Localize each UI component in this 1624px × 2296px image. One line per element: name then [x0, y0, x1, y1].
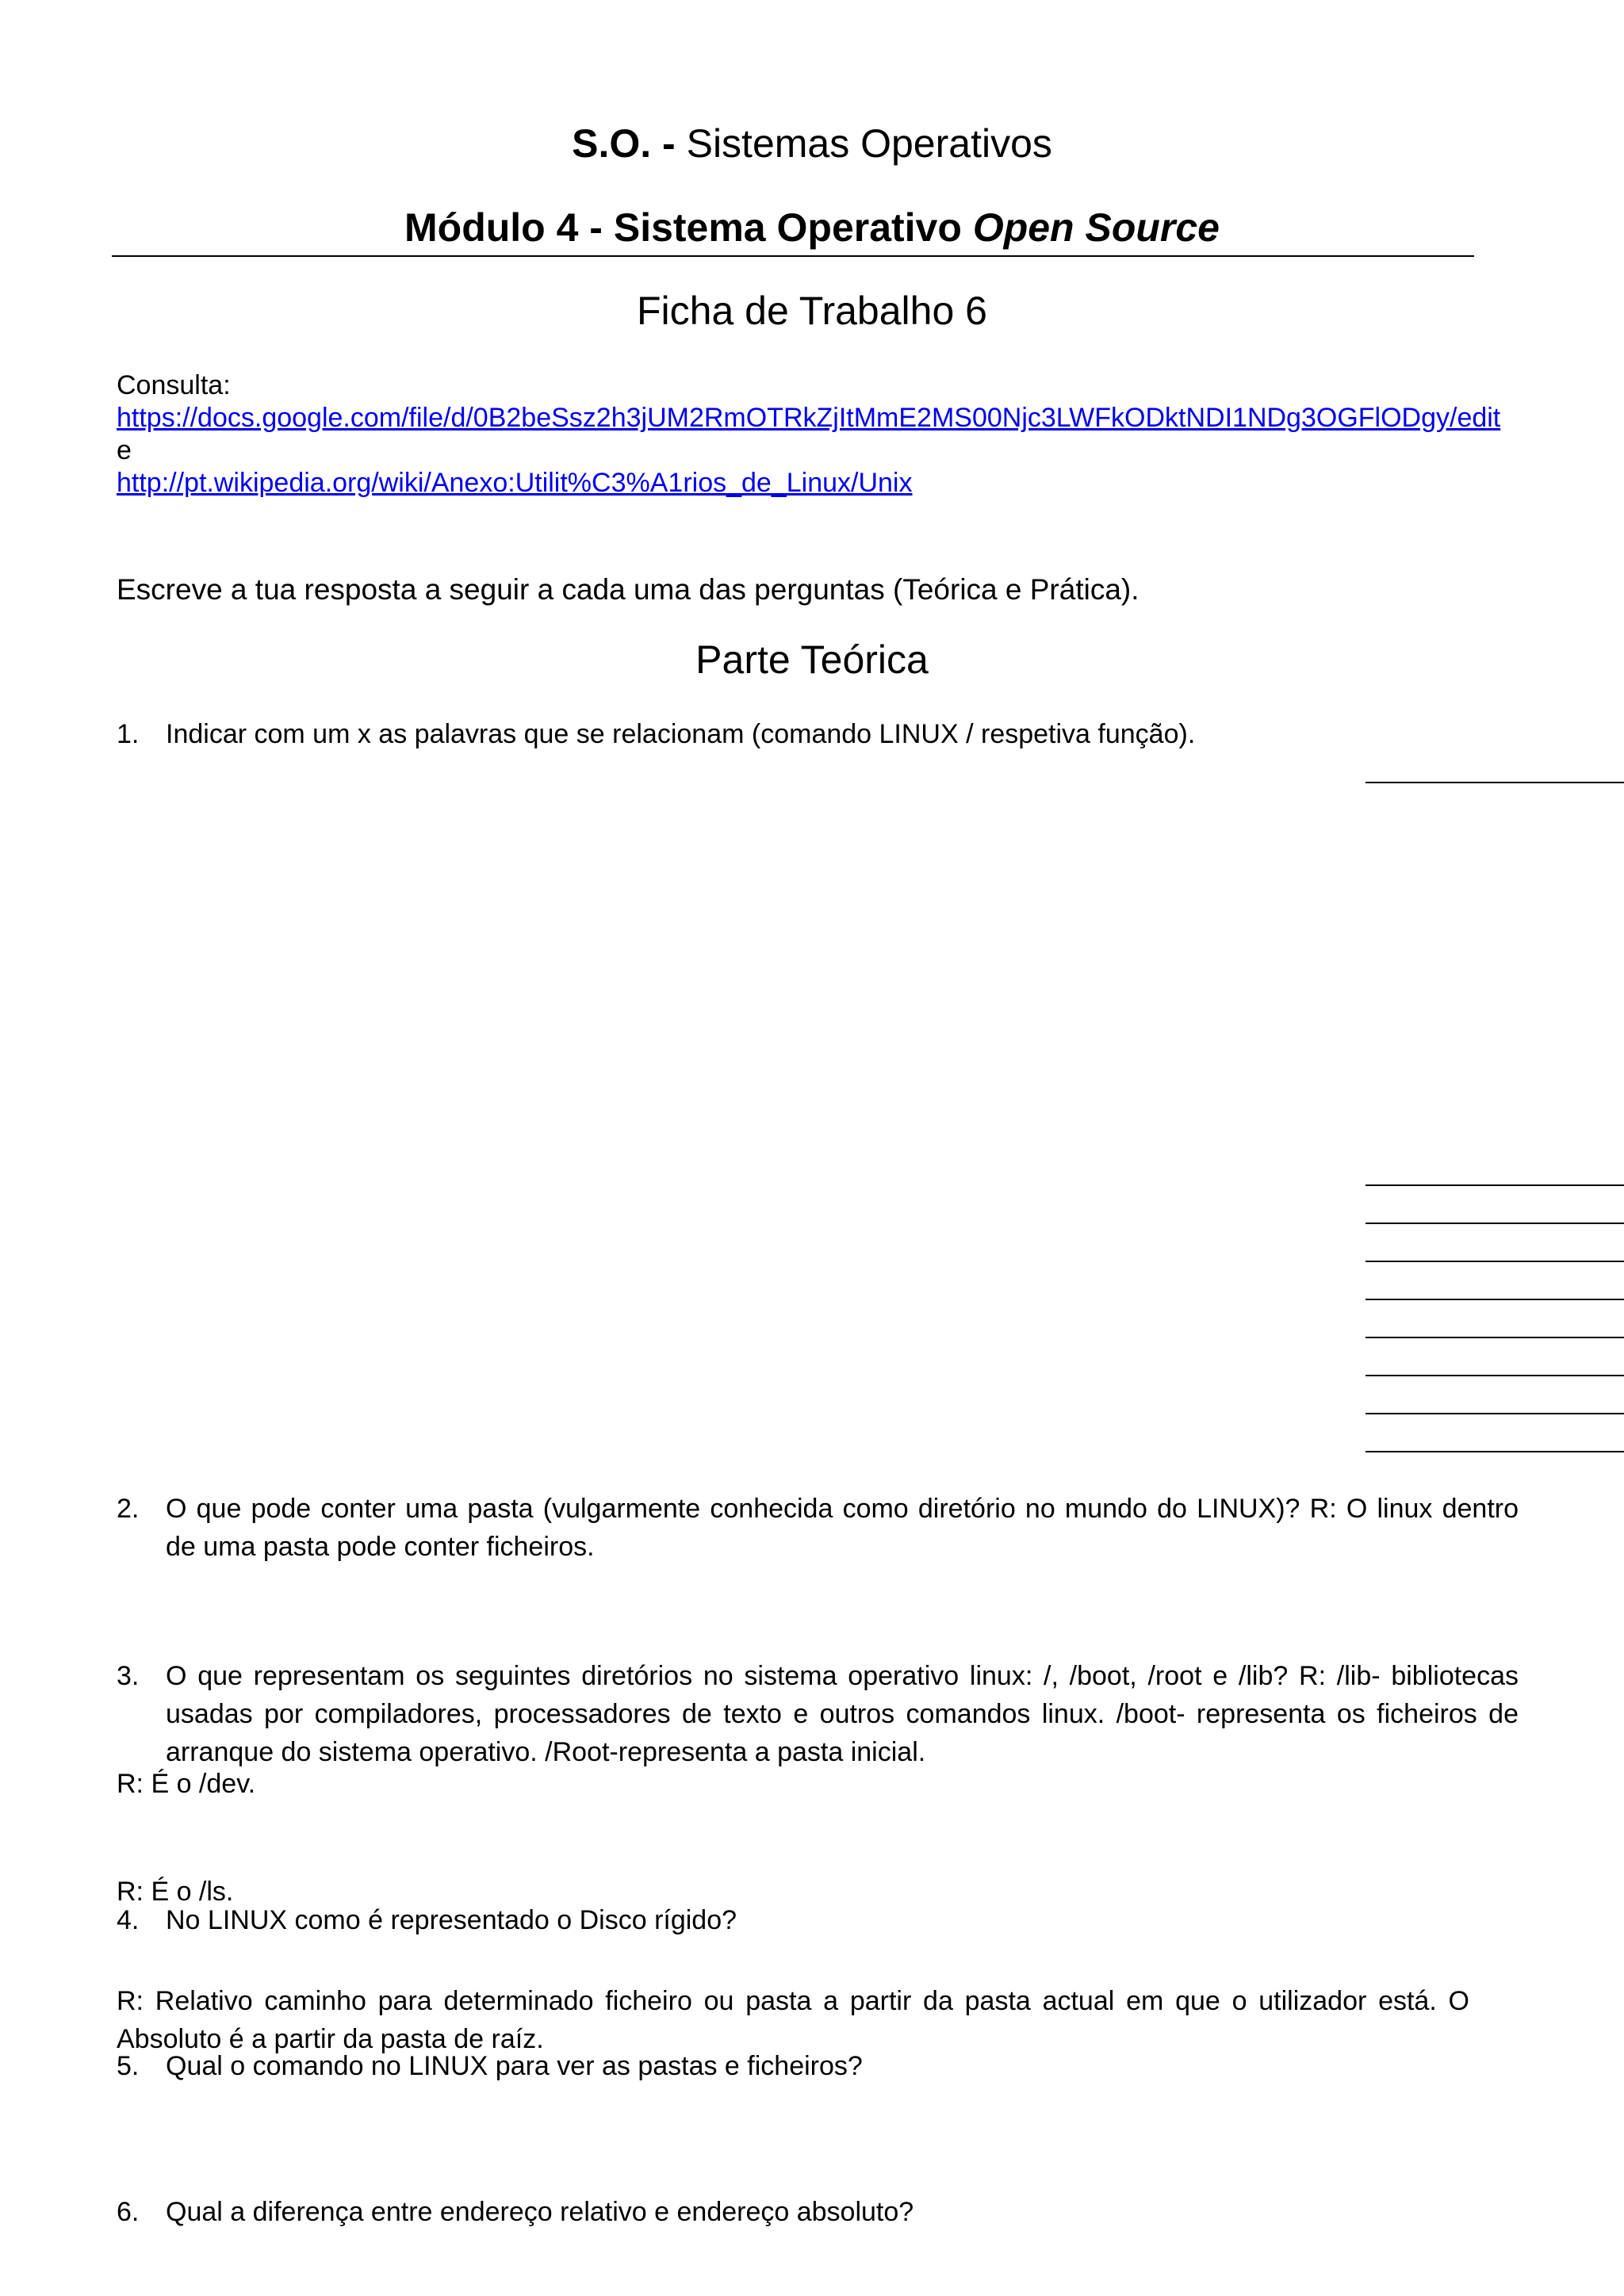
answer-5: R: É o /ls. [117, 1877, 234, 1907]
answer-line [1365, 1375, 1624, 1376]
module-name: Módulo 4 - Sistema Operativo [404, 205, 962, 250]
question-6 [117, 2193, 1519, 2231]
answer-line [1365, 1223, 1624, 1224]
answer-4: R: É o /dev. [117, 1769, 256, 1799]
answer-line [1365, 1413, 1624, 1414]
question-number: 1. [117, 719, 140, 749]
question-text: O que representam os seguintes diretórios no sistema operativo linux: /, /boot, /root e /lib? R: /lib- bibliotecas usadas por compiladores, processadores de texto e outros comandos linux. /boot- representa os ficheiros de arranque do sistema operativo. /Root-representa a pasta inicial. [166, 1661, 1519, 1767]
question-number: 4. [117, 1905, 140, 1935]
answer-line [1365, 1299, 1624, 1300]
answer-line [1365, 1261, 1624, 1262]
answer-6: R: Relativo caminho para determinado ficheiro ou pasta a partir da pasta actual em que o utilizador está. O Absoluto é a partir da pasta de raíz. [117, 1986, 1469, 2054]
question-number: 6. [117, 2197, 140, 2227]
module-name-italic: Open Source [972, 205, 1220, 250]
question-number: 3. [117, 1661, 140, 1691]
consulta-label: Consulta: [117, 370, 231, 400]
worksheet-title: Ficha de Trabalho 6 [637, 289, 987, 333]
question-text: No LINUX como é representado o Disco rígido? [166, 1905, 737, 1935]
question-text: Qual o comando no LINUX para ver as pastas e ficheiros? [166, 2051, 863, 2081]
course-title [0, 121, 1624, 166]
question-number: 5. [117, 2051, 140, 2081]
module-title [0, 205, 1624, 251]
answer-line [1365, 782, 1624, 783]
instruction-text: Escreve a tua resposta a seguir a cada uma das perguntas (Teórica e Prática). [117, 573, 1139, 606]
question-1 [117, 719, 1195, 750]
consulta-link-wikipedia[interactable]: http://pt.wikipedia.org/wiki/Anexo:Utilit%C3%A1rios_de_Linux/Unix [117, 468, 913, 498]
question-2 [117, 1490, 1519, 1566]
answer-line [1365, 1337, 1624, 1338]
consulta-link-docs[interactable]: https://docs.google.com/file/d/0B2beSsz2h3jUM2RmOTRkZjItMmE2MS00Njc3LWFkODktNDI1NDg3OGFlODgy/edit [117, 403, 1501, 433]
course-name: Sistemas Operativos [686, 121, 1052, 166]
course-code: S.O. - [572, 121, 676, 166]
question-text: Indicar com um x as palavras que se relacionam (comando LINUX / respetiva função). [166, 719, 1196, 749]
question-number: 2. [117, 1494, 140, 1524]
consulta-and: e [117, 435, 132, 465]
question-3 [117, 1657, 1519, 1771]
answer-line [1365, 1451, 1624, 1452]
section-title: Parte Teórica [695, 637, 929, 682]
header-divider [112, 255, 1474, 257]
question-text: Qual a diferença entre endereço relativo e endereço absoluto? [166, 2197, 914, 2227]
answer-line [1365, 1184, 1624, 1186]
question-text: O que pode conter uma pasta (vulgarmente conhecida como diretório no mundo do LINUX)? R: O linux dentro de uma pasta pode conter ficheiros. [166, 1494, 1519, 1562]
consulta-block [117, 369, 1500, 499]
